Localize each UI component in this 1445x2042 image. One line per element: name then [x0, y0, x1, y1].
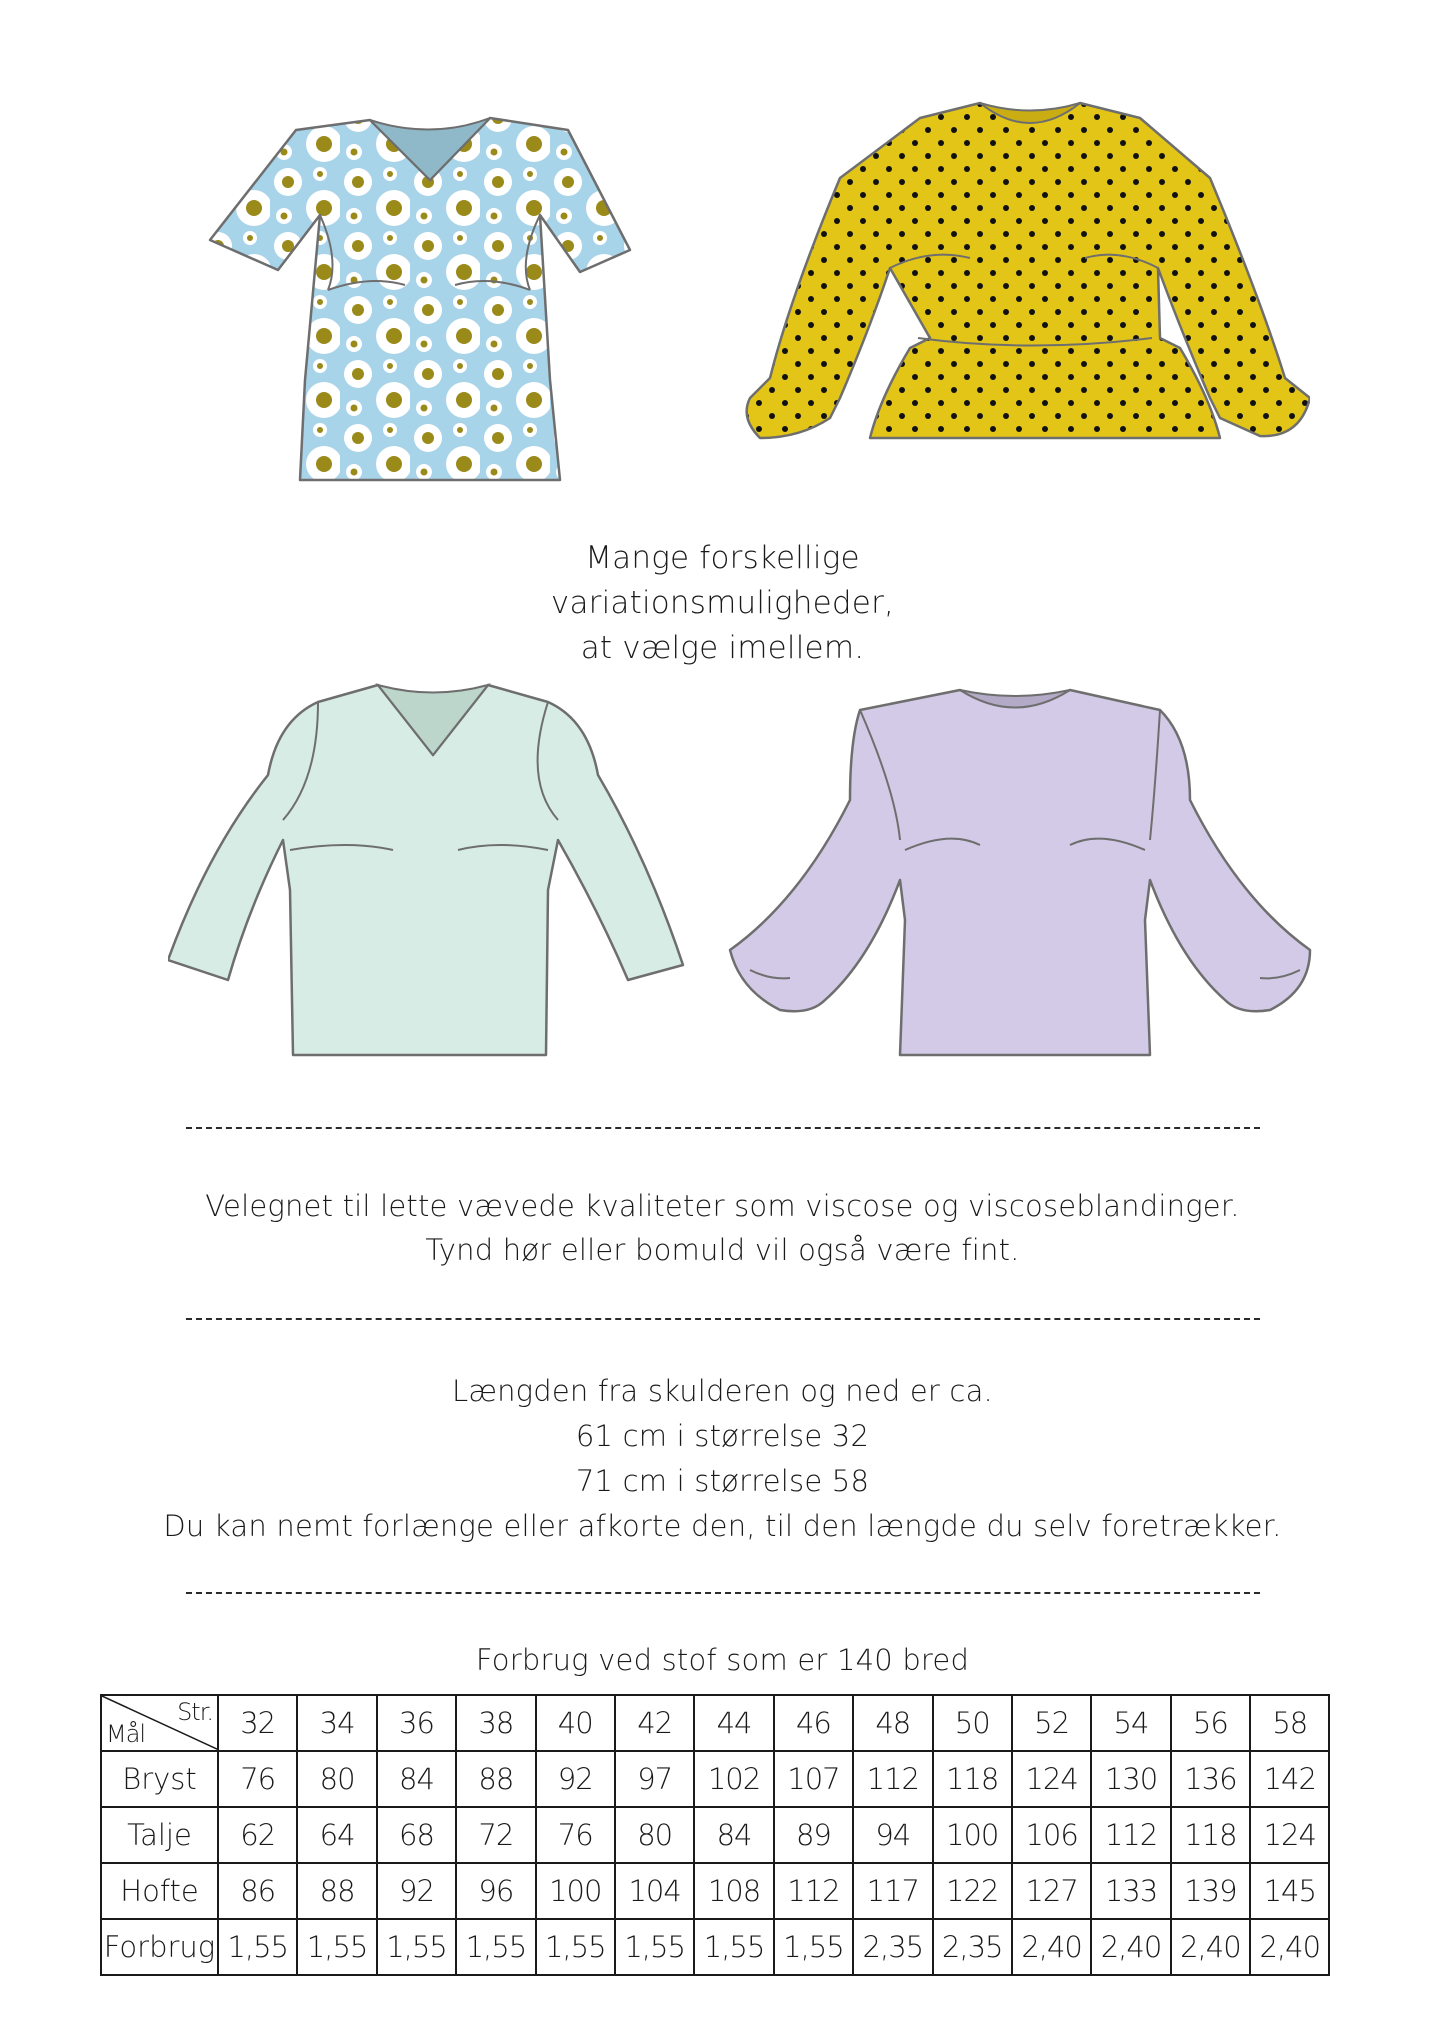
length-line-4: Du kan nemt forlænge eller afkorte den, til den længde du selv foretrækker. — [163, 1509, 1282, 1543]
table-cell: 80 — [297, 1751, 376, 1807]
table-cell: 133 — [1091, 1863, 1170, 1919]
variations-caption — [0, 536, 1445, 671]
table-cell: 2,35 — [933, 1919, 1012, 1975]
table-cell: 100 — [536, 1863, 615, 1919]
table-cell: 72 — [456, 1807, 535, 1863]
table-cell: 102 — [694, 1751, 773, 1807]
caption-line-3: at vælge imellem. — [580, 630, 865, 666]
caption-line-1: Mange forskellige — [585, 540, 860, 576]
table-cell: 107 — [774, 1751, 853, 1807]
polka-dot-peplum-blouse — [740, 98, 1310, 448]
table-cell: 2,35 — [853, 1919, 932, 1975]
table-cell: 86 — [218, 1863, 297, 1919]
size-header: 34 — [297, 1695, 376, 1751]
table-cell: 1,55 — [694, 1919, 773, 1975]
size-header: 38 — [456, 1695, 535, 1751]
table-cell: 1,55 — [377, 1919, 456, 1975]
table-cell: 100 — [933, 1807, 1012, 1863]
table-cell: 92 — [536, 1751, 615, 1807]
table-cell: 2,40 — [1091, 1919, 1170, 1975]
length-line-1: Længden fra skulderen og ned er ca. — [452, 1374, 993, 1408]
length-line-3: 71 cm i størrelse 58 — [575, 1464, 870, 1498]
table-cell: 80 — [615, 1807, 694, 1863]
size-table — [100, 1694, 1330, 1976]
table-cell: 96 — [456, 1863, 535, 1919]
fabric-line-1: Velegnet til lette vævede kvaliteter som viscose og viscoseblandinger. — [205, 1189, 1240, 1223]
size-header: 42 — [615, 1695, 694, 1751]
size-header: 36 — [377, 1695, 456, 1751]
table-cell: 106 — [1012, 1807, 1091, 1863]
table-cell: 112 — [1091, 1807, 1170, 1863]
divider-2 — [186, 1318, 1260, 1320]
table-cell: 97 — [615, 1751, 694, 1807]
table-cell: 136 — [1171, 1751, 1250, 1807]
table-title: Forbrug ved stof som er 140 bred — [475, 1643, 970, 1677]
table-cell: 112 — [853, 1751, 932, 1807]
table-cell: 76 — [218, 1751, 297, 1807]
table-cell: 64 — [297, 1807, 376, 1863]
table-cell: 68 — [377, 1807, 456, 1863]
table-corner-cell — [101, 1695, 218, 1751]
size-header: 58 — [1250, 1695, 1329, 1751]
corner-size-label: Str. — [177, 1698, 213, 1726]
table-cell: 139 — [1171, 1863, 1250, 1919]
row-label: Forbrug — [101, 1919, 218, 1975]
size-header: 50 — [933, 1695, 1012, 1751]
table-cell: 118 — [1171, 1807, 1250, 1863]
table-header-row — [101, 1695, 1329, 1751]
table-row-forbrug — [101, 1919, 1329, 1975]
table-cell: 145 — [1250, 1863, 1329, 1919]
table-cell: 62 — [218, 1807, 297, 1863]
table-cell: 112 — [774, 1863, 853, 1919]
table-cell: 124 — [1012, 1751, 1091, 1807]
corner-measure-label: Mål — [106, 1720, 146, 1748]
divider-3 — [186, 1592, 1260, 1594]
caption-line-2: variationsmuligheder, — [550, 585, 895, 621]
table-cell: 94 — [853, 1807, 932, 1863]
size-header: 54 — [1091, 1695, 1170, 1751]
size-header: 52 — [1012, 1695, 1091, 1751]
table-cell: 118 — [933, 1751, 1012, 1807]
size-header: 48 — [853, 1695, 932, 1751]
table-cell: 1,55 — [774, 1919, 853, 1975]
fabric-text — [0, 1184, 1445, 1272]
divider-1 — [186, 1127, 1260, 1129]
lavender-balloon-sleeve-blouse — [720, 680, 1320, 1065]
row-label: Hofte — [101, 1863, 218, 1919]
daisy-print-short-sleeve-blouse — [200, 100, 660, 495]
table-cell: 92 — [377, 1863, 456, 1919]
table-row-talje — [101, 1807, 1329, 1863]
table-cell: 130 — [1091, 1751, 1170, 1807]
table-cell: 84 — [377, 1751, 456, 1807]
table-cell: 108 — [694, 1863, 773, 1919]
table-cell: 2,40 — [1250, 1919, 1329, 1975]
table-cell: 76 — [536, 1807, 615, 1863]
size-header: 44 — [694, 1695, 773, 1751]
table-cell: 88 — [297, 1863, 376, 1919]
row-label: Talje — [101, 1807, 218, 1863]
table-cell: 84 — [694, 1807, 773, 1863]
table-cell: 1,55 — [297, 1919, 376, 1975]
table-cell: 1,55 — [218, 1919, 297, 1975]
row-label: Bryst — [101, 1751, 218, 1807]
table-cell: 142 — [1250, 1751, 1329, 1807]
table-cell: 88 — [456, 1751, 535, 1807]
table-cell: 1,55 — [615, 1919, 694, 1975]
length-line-2: 61 cm i størrelse 32 — [575, 1419, 870, 1453]
table-cell: 127 — [1012, 1863, 1091, 1919]
mint-v-neck-blouse — [168, 680, 688, 1065]
table-row-hofte — [101, 1863, 1329, 1919]
table-cell: 1,55 — [456, 1919, 535, 1975]
size-header: 56 — [1171, 1695, 1250, 1751]
table-cell: 2,40 — [1171, 1919, 1250, 1975]
table-cell: 104 — [615, 1863, 694, 1919]
table-cell: 124 — [1250, 1807, 1329, 1863]
length-text — [0, 1369, 1445, 1549]
table-cell: 117 — [853, 1863, 932, 1919]
fabric-line-2: Tynd hør eller bomuld vil også være fint. — [425, 1233, 1020, 1267]
table-cell: 89 — [774, 1807, 853, 1863]
table-cell: 2,40 — [1012, 1919, 1091, 1975]
size-header: 32 — [218, 1695, 297, 1751]
table-row-bryst — [101, 1751, 1329, 1807]
table-cell: 1,55 — [536, 1919, 615, 1975]
size-header: 40 — [536, 1695, 615, 1751]
table-cell: 122 — [933, 1863, 1012, 1919]
size-header: 46 — [774, 1695, 853, 1751]
